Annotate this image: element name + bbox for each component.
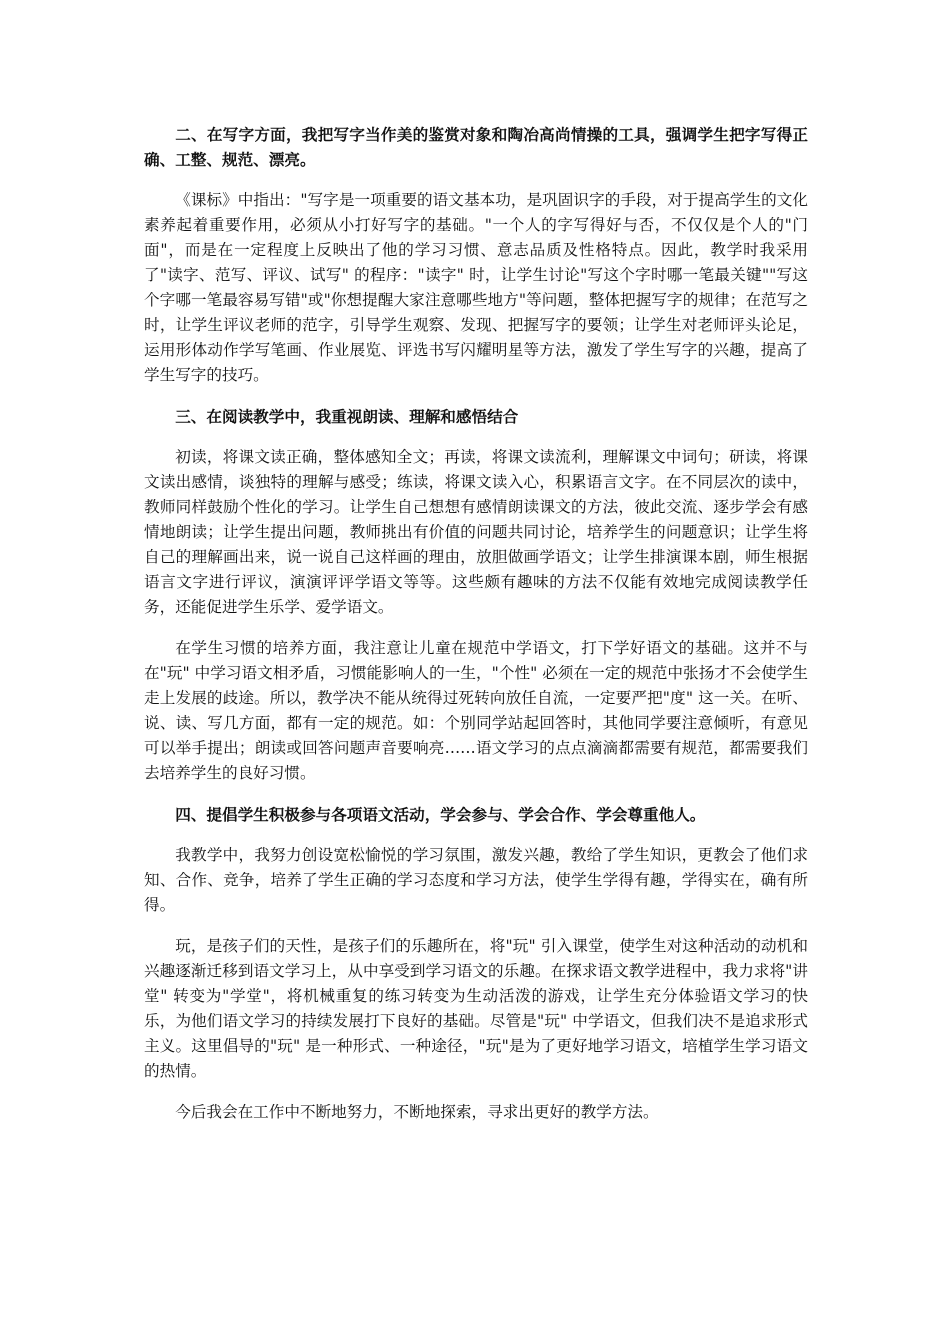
paragraph-writing: 《课标》中指出："写字是一项重要的语文基本功，是巩固识字的手段，对于提高学生的文化素养起着重要作用，必须从小打好写字的基础。"一个人的字写得好与否，不仅仅是个人的"门面"，而是在一定程度上反映出了他的学习习惯、意志品质及性格特点。因此，教学时我采用了"读字、范写、评议、试写" 的程序："读字" 时，让学生讨论"写这个字时哪一笔最关键""写这个字哪一笔最容易写错"或"你想提醒大家注意哪些地方"等问题，整体把握写字的规律；在范写之时，让学生评议老师的范字，引导学生观察、发现、把握写字的要领；让学生对老师评头论足，运用形体动作学写笔画、作业展览、评选书写闪耀明星等方法，激发了学生写字的兴趣，提高了学生写字的技巧。: [144, 191, 808, 384]
document-body: [144, 122, 808, 1141]
paragraph-play: 玩，是孩子们的天性，是孩子们的乐趣所在，将"玩" 引入课堂，使学生对这种活动的动机和兴趣逐渐迁移到语文学习上，从中享受到学习语文的乐趣。在探求语文教学进程中，我力求将"讲堂" 转变为"学堂"，将机械重复的练习转变为生动活泼的游戏，让学生充分体验语文学习的快乐，为他们语文学习的持续发展打下良好的基础。尽管是"玩" 中学语文，但我们决不是追求形式主义。这里倡导的"玩" 是一种形式、一种途径，"玩"是为了更好地学习语文，培植学生学习语文的热情。: [144, 937, 808, 1080]
paragraph-conclusion: 今后我会在工作中不断地努力，不断地探索，寻求出更好的教学方法。: [175, 1103, 659, 1121]
paragraph-atmosphere: 我教学中，我努力创设宽松愉悦的学习氛围，激发兴趣，教给了学生知识，更教会了他们求知、合作、竞争，培养了学生正确的学习态度和学习方法，使学生学得有趣，学得实在，确有所得。: [144, 846, 808, 914]
section-heading-reading: 三、在阅读教学中，我重视朗读、理解和感悟结合: [175, 407, 519, 426]
paragraph-habits: 在学生习惯的培养方面，我注意让儿童在规范中学语文，打下学好语文的基础。这并不与在"玩" 中学习语文相矛盾，习惯能影响人的一生，"个性" 必须在一定的规范中张扬才不会使学生走上发展的歧途。所以，教学决不能从统得过死转向放任自流，一定要严把"度" 这一关。在听、说、读、写几方面，都有一定的规范。如：个别同学站起回答时，其他同学要注意倾听，有意见可以举手提出；朗读或回答问题声音要响亮……语文学习的点点滴滴都需要有规范，都需要我们去培养学生的良好习惯。: [144, 639, 808, 782]
section-heading-activities: 四、提倡学生积极参与各项语文活动，学会参与、学会合作、学会尊重他人。: [175, 805, 706, 824]
section-heading-writing: 二、在写字方面，我把写字当作美的鉴赏对象和陶冶高尚情操的工具，强调学生把字写得正确、工整、规范、漂亮。: [144, 125, 808, 169]
paragraph-reading: 初读，将课文读正确，整体感知全文；再读，将课文读流利，理解课文中词句；研读，将课文读出感情，谈独特的理解与感受；练读，将课文读入心，积累语言文字。在不同层次的读中，教师同样鼓励个性化的学习。让学生自己想想有感情朗读课文的方法，彼此交流、逐步学会有感情地朗读；让学生提出问题，教师挑出有价值的问题共同讨论，培养学生的问题意识；让学生将自己的理解画出来，说一说自己这样画的理由，放胆做画学语文；让学生排演课本剧，师生根据语言文字进行评议，演演评评学语文等等。这些颇有趣味的方法不仅能有效地完成阅读教学任务，还能促进学生乐学、爱学语文。: [144, 448, 808, 616]
